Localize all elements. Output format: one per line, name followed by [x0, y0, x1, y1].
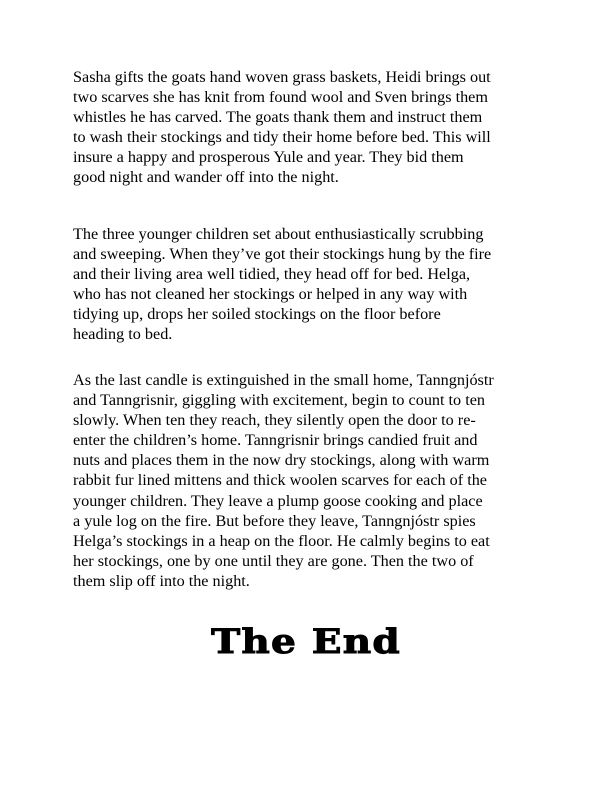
text-line: and Tanngrisnir, giggling with excitement, begin to count to ten	[73, 391, 485, 410]
text-line: and their living area well tidied, they head off for bed. Helga,	[73, 265, 471, 284]
text-line: slowly. When ten they reach, they silently open the door to re-	[73, 411, 476, 430]
text-line: to wash their stockings and tidy their home before bed. This will	[73, 128, 491, 147]
text-line: heading to bed.	[73, 325, 173, 344]
text-line: them slip off into the night.	[73, 571, 250, 590]
text-line: Sasha gifts the goats hand woven grass baskets, Heidi brings out	[73, 68, 491, 86]
text-line: insure a happy and prosperous Yule and year. They bid them	[73, 148, 464, 167]
text-line: younger children. They leave a plump goose cooking and place	[73, 491, 483, 510]
text-line: rabbit fur lined mittens and thick woolen scarves for each of the	[73, 471, 487, 490]
text-line: tidying up, drops her soiled stockings on the floor before	[73, 305, 441, 324]
closing-title: The End	[211, 622, 401, 662]
text-line: good night and wander off into the night.	[73, 168, 339, 187]
text-line: who has not cleaned her stockings or helped in any way with	[73, 285, 468, 304]
text-line: whistles he has carved. The goats thank them and instruct them	[73, 108, 483, 127]
text-line: enter the children’s home. Tanngrisnir brings candied fruit and	[73, 431, 478, 450]
paragraph-children-tidy	[73, 224, 543, 345]
text-line: As the last candle is extinguished in the small home, Tanngnjóstr	[73, 371, 494, 389]
paragraph-goats-gifts	[73, 67, 543, 188]
paragraph-goats-return	[73, 370, 543, 591]
text-line: Helga’s stockings in a heap on the floor. He calmly begins to eat	[73, 531, 490, 550]
text-line: a yule log on the fire. But before they leave, Tanngnjóstr spies	[73, 511, 476, 530]
text-line: The three younger children set about enthusiastically scrubbing	[73, 225, 484, 243]
text-line: her stockings, one by one until they are gone. Then the two of	[73, 551, 474, 570]
text-line: nuts and places them in the now dry stockings, along with warm	[73, 451, 490, 470]
text-line: two scarves she has knit from found wool and Sven brings them	[73, 88, 488, 107]
text-line: and sweeping. When they’ve got their stockings hung by the fire	[73, 245, 492, 264]
